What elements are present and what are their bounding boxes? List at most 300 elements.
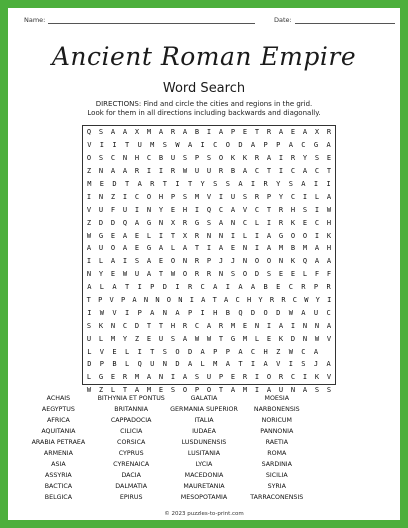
grid-letter[interactable]: T: [187, 180, 193, 188]
grid-letter[interactable]: E: [134, 231, 140, 240]
grid-letter[interactable]: N: [110, 321, 116, 330]
grid-letter[interactable]: E: [290, 270, 296, 279]
grid-letter[interactable]: N: [98, 167, 104, 176]
grid-letter[interactable]: O: [266, 257, 272, 266]
grid-letter[interactable]: A: [187, 141, 193, 150]
grid-letter[interactable]: W: [288, 308, 293, 317]
grid-letter[interactable]: D: [238, 141, 243, 150]
grid-letter[interactable]: A: [266, 244, 272, 253]
grid-letter[interactable]: N: [86, 270, 92, 279]
grid-letter[interactable]: P: [194, 386, 200, 395]
grid-letter[interactable]: W: [86, 386, 92, 395]
grid-letter[interactable]: T: [218, 334, 224, 343]
grid-letter[interactable]: R: [182, 218, 188, 227]
grid-letter[interactable]: P: [218, 373, 224, 382]
grid-letter[interactable]: S: [314, 154, 320, 163]
grid-letter[interactable]: E: [112, 347, 117, 356]
grid-letter[interactable]: U: [98, 244, 104, 253]
grid-letter[interactable]: U: [206, 373, 212, 382]
grid-letter[interactable]: N: [162, 308, 167, 317]
grid-letter[interactable]: A: [225, 360, 230, 369]
grid-letter[interactable]: U: [230, 192, 236, 201]
grid-letter[interactable]: M: [302, 244, 308, 253]
grid-letter[interactable]: F: [110, 205, 116, 214]
grid-letter[interactable]: W: [326, 205, 332, 214]
grid-letter[interactable]: N: [182, 257, 188, 266]
grid-letter[interactable]: I: [175, 180, 180, 188]
grid-letter[interactable]: E: [146, 334, 152, 343]
grid-letter[interactable]: U: [278, 386, 284, 395]
grid-letter[interactable]: G: [313, 141, 319, 150]
grid-letter[interactable]: S: [225, 180, 230, 188]
grid-letter[interactable]: V: [86, 205, 92, 214]
grid-letter[interactable]: R: [290, 154, 296, 163]
grid-letter[interactable]: A: [146, 257, 152, 266]
grid-letter[interactable]: A: [266, 154, 272, 163]
grid-letter[interactable]: B: [290, 244, 296, 253]
grid-letter[interactable]: Y: [200, 180, 205, 188]
grid-letter[interactable]: A: [301, 180, 306, 188]
grid-letter[interactable]: T: [326, 167, 332, 176]
grid-letter[interactable]: A: [326, 360, 331, 369]
grid-letter[interactable]: V: [326, 334, 332, 343]
grid-letter[interactable]: D: [110, 218, 116, 227]
grid-letter[interactable]: A: [158, 244, 164, 253]
grid-letter[interactable]: P: [194, 154, 200, 163]
grid-letter[interactable]: H: [263, 347, 268, 356]
grid-letter[interactable]: N: [218, 270, 224, 279]
grid-letter[interactable]: I: [327, 296, 332, 305]
grid-letter[interactable]: P: [170, 192, 176, 201]
grid-letter[interactable]: I: [158, 231, 164, 240]
grid-letter[interactable]: M: [146, 386, 152, 395]
grid-letter[interactable]: T: [146, 321, 152, 330]
grid-letter[interactable]: I: [134, 205, 140, 214]
grid-letter[interactable]: N: [302, 334, 308, 343]
grid-letter[interactable]: H: [134, 154, 140, 163]
grid-letter[interactable]: L: [124, 347, 130, 356]
grid-letter[interactable]: B: [225, 308, 230, 317]
grid-letter[interactable]: A: [137, 180, 142, 188]
grid-letter[interactable]: S: [98, 154, 104, 163]
grid-letter[interactable]: A: [326, 192, 332, 201]
grid-letter[interactable]: R: [182, 321, 188, 330]
grid-letter[interactable]: N: [230, 218, 236, 227]
grid-letter[interactable]: R: [122, 373, 128, 382]
grid-letter[interactable]: K: [278, 334, 284, 343]
grid-letter[interactable]: T: [266, 205, 272, 214]
grid-letter[interactable]: I: [175, 283, 180, 292]
grid-letter[interactable]: B: [263, 283, 268, 292]
grid-letter[interactable]: P: [263, 141, 268, 150]
grid-letter[interactable]: I: [206, 128, 212, 137]
grid-letter[interactable]: R: [187, 283, 193, 292]
grid-letter[interactable]: T: [238, 360, 243, 369]
grid-letter[interactable]: C: [110, 154, 116, 163]
grid-letter[interactable]: O: [182, 270, 188, 279]
grid-letter[interactable]: I: [112, 141, 117, 150]
grid-letter[interactable]: M: [146, 128, 152, 137]
grid-letter[interactable]: V: [242, 205, 248, 214]
grid-letter[interactable]: A: [206, 321, 212, 330]
grid-letter[interactable]: A: [250, 283, 256, 292]
grid-letter[interactable]: N: [178, 296, 183, 305]
grid-letter[interactable]: L: [110, 386, 116, 395]
grid-letter[interactable]: U: [86, 334, 92, 343]
grid-letter[interactable]: A: [110, 257, 116, 266]
grid-letter[interactable]: C: [326, 308, 331, 317]
grid-letter[interactable]: A: [230, 386, 236, 395]
grid-letter[interactable]: E: [99, 180, 104, 188]
grid-letter[interactable]: T: [162, 180, 167, 188]
grid-letter[interactable]: S: [194, 373, 200, 382]
grid-letter[interactable]: D: [290, 334, 296, 343]
grid-letter[interactable]: A: [182, 334, 188, 343]
grid-letter[interactable]: T: [158, 321, 164, 330]
grid-letter[interactable]: A: [182, 373, 188, 382]
grid-letter[interactable]: K: [314, 373, 320, 382]
grid-letter[interactable]: A: [110, 128, 116, 137]
grid-letter[interactable]: O: [86, 154, 92, 163]
grid-letter[interactable]: I: [302, 192, 308, 201]
grid-letter[interactable]: V: [99, 347, 104, 356]
grid-letter[interactable]: I: [230, 231, 236, 240]
grid-letter[interactable]: Q: [137, 360, 142, 369]
grid-letter[interactable]: I: [146, 167, 152, 176]
grid-letter[interactable]: L: [124, 360, 130, 369]
grid-letter[interactable]: I: [288, 360, 293, 369]
grid-letter[interactable]: I: [194, 205, 200, 214]
grid-letter[interactable]: V: [326, 373, 332, 382]
grid-letter[interactable]: I: [99, 141, 104, 150]
grid-letter[interactable]: N: [146, 205, 152, 214]
grid-letter[interactable]: I: [254, 386, 260, 395]
grid-letter[interactable]: I: [218, 192, 224, 201]
grid-letter[interactable]: M: [110, 334, 116, 343]
grid-letter[interactable]: Z: [110, 192, 116, 201]
grid-letter[interactable]: C: [235, 296, 240, 305]
grid-letter[interactable]: L: [146, 231, 152, 240]
grid-letter[interactable]: O: [218, 154, 224, 163]
grid-letter[interactable]: U: [134, 270, 140, 279]
grid-letter[interactable]: Z: [276, 347, 281, 356]
grid-letter[interactable]: R: [242, 373, 248, 382]
grid-letter[interactable]: G: [278, 231, 284, 240]
grid-letter[interactable]: C: [314, 218, 320, 227]
grid-letter[interactable]: W: [175, 141, 180, 150]
grid-letter[interactable]: C: [314, 167, 320, 176]
grid-letter[interactable]: N: [314, 321, 320, 330]
grid-letter[interactable]: S: [314, 386, 320, 395]
grid-letter[interactable]: T: [150, 347, 155, 356]
grid-letter[interactable]: O: [110, 244, 116, 253]
grid-letter[interactable]: O: [206, 386, 212, 395]
grid-letter[interactable]: O: [302, 231, 308, 240]
grid-letter[interactable]: M: [87, 180, 92, 188]
grid-letter[interactable]: I: [86, 257, 92, 266]
grid-letter[interactable]: A: [301, 308, 306, 317]
grid-letter[interactable]: Q: [206, 205, 212, 214]
grid-letter[interactable]: C: [200, 283, 205, 292]
grid-letter[interactable]: D: [112, 180, 117, 188]
grid-letter[interactable]: I: [200, 308, 205, 317]
grid-letter[interactable]: I: [122, 257, 128, 266]
grid-letter[interactable]: N: [206, 231, 212, 240]
grid-letter[interactable]: E: [110, 231, 116, 240]
grid-letter[interactable]: Z: [134, 334, 140, 343]
grid-letter[interactable]: A: [250, 141, 256, 150]
grid-letter[interactable]: U: [206, 167, 212, 176]
grid-letter[interactable]: D: [87, 360, 92, 369]
grid-letter[interactable]: X: [134, 128, 140, 137]
grid-letter[interactable]: D: [276, 308, 281, 317]
grid-letter[interactable]: A: [313, 347, 319, 356]
grid-letter[interactable]: R: [170, 128, 176, 137]
grid-letter[interactable]: I: [158, 167, 164, 176]
grid-letter[interactable]: H: [326, 218, 332, 227]
grid-letter[interactable]: E: [278, 270, 284, 279]
grid-letter[interactable]: A: [326, 257, 332, 266]
grid-letter[interactable]: S: [170, 334, 176, 343]
grid-letter[interactable]: W: [194, 334, 200, 343]
grid-letter[interactable]: I: [266, 218, 272, 227]
grid-letter[interactable]: A: [112, 283, 117, 292]
grid-letter[interactable]: S: [242, 192, 248, 201]
grid-letter[interactable]: T: [170, 231, 176, 240]
grid-letter[interactable]: R: [326, 128, 332, 137]
grid-letter[interactable]: A: [187, 360, 193, 369]
grid-letter[interactable]: L: [98, 257, 104, 266]
grid-letter[interactable]: S: [98, 128, 104, 137]
grid-letter[interactable]: Q: [238, 308, 243, 317]
grid-letter[interactable]: E: [170, 205, 176, 214]
grid-letter[interactable]: S: [326, 386, 332, 395]
grid-letter[interactable]: T: [194, 244, 200, 253]
grid-letter[interactable]: A: [175, 308, 180, 317]
grid-letter[interactable]: D: [134, 321, 140, 330]
grid-letter[interactable]: C: [301, 141, 306, 150]
grid-letter[interactable]: A: [122, 231, 128, 240]
grid-letter[interactable]: K: [326, 231, 332, 240]
grid-letter[interactable]: H: [158, 192, 164, 201]
grid-letter[interactable]: S: [213, 180, 218, 188]
grid-letter[interactable]: R: [254, 192, 260, 201]
grid-letter[interactable]: Y: [122, 334, 128, 343]
grid-letter[interactable]: L: [254, 334, 260, 343]
grid-letter[interactable]: Z: [86, 167, 92, 176]
grid-letter[interactable]: O: [290, 231, 296, 240]
grid-letter[interactable]: O: [170, 257, 176, 266]
grid-letter[interactable]: P: [213, 347, 218, 356]
grid-letter[interactable]: P: [99, 360, 104, 369]
grid-letter[interactable]: I: [313, 180, 319, 188]
grid-letter[interactable]: A: [218, 128, 224, 137]
grid-letter[interactable]: O: [263, 308, 268, 317]
grid-letter[interactable]: B: [194, 128, 200, 137]
grid-letter[interactable]: L: [99, 283, 104, 292]
grid-letter[interactable]: A: [242, 167, 248, 176]
grid-letter[interactable]: T: [86, 296, 91, 305]
grid-letter[interactable]: I: [250, 360, 256, 369]
grid-letter[interactable]: A: [122, 167, 128, 176]
grid-letter[interactable]: U: [98, 205, 104, 214]
grid-letter[interactable]: R: [278, 373, 284, 382]
grid-letter[interactable]: A: [238, 283, 243, 292]
grid-letter[interactable]: A: [266, 231, 272, 240]
grid-letter[interactable]: V: [87, 141, 92, 150]
grid-letter[interactable]: W: [288, 347, 293, 356]
grid-letter[interactable]: S: [182, 192, 188, 201]
grid-letter[interactable]: I: [302, 373, 308, 382]
grid-letter[interactable]: M: [213, 360, 218, 369]
grid-letter[interactable]: Z: [98, 386, 104, 395]
grid-letter[interactable]: R: [278, 218, 284, 227]
grid-letter[interactable]: I: [278, 167, 284, 176]
grid-letter[interactable]: A: [314, 244, 320, 253]
grid-letter[interactable]: R: [326, 283, 331, 292]
grid-letter[interactable]: C: [254, 205, 260, 214]
grid-letter[interactable]: A: [134, 386, 140, 395]
grid-letter[interactable]: R: [301, 283, 306, 292]
grid-letter[interactable]: H: [290, 205, 296, 214]
grid-letter[interactable]: I: [87, 308, 92, 317]
grid-letter[interactable]: H: [246, 296, 252, 305]
grid-letter[interactable]: E: [110, 373, 116, 382]
grid-letter[interactable]: E: [266, 334, 272, 343]
grid-letter[interactable]: P: [150, 283, 155, 292]
grid-letter[interactable]: E: [242, 128, 248, 137]
grid-letter[interactable]: L: [314, 192, 320, 201]
grid-letter[interactable]: I: [137, 347, 142, 356]
grid-letter[interactable]: G: [194, 218, 200, 227]
grid-letter[interactable]: A: [230, 205, 236, 214]
grid-letter[interactable]: N: [242, 257, 248, 266]
grid-letter[interactable]: B: [230, 167, 236, 176]
grid-letter[interactable]: S: [162, 347, 167, 356]
grid-letter[interactable]: A: [182, 128, 188, 137]
grid-letter[interactable]: U: [150, 360, 155, 369]
grid-letter[interactable]: U: [158, 334, 164, 343]
grid-letter[interactable]: S: [230, 270, 236, 279]
grid-letter[interactable]: E: [276, 283, 281, 292]
grid-letter[interactable]: T: [212, 296, 217, 305]
grid-letter[interactable]: F: [326, 270, 332, 279]
grid-letter[interactable]: N: [158, 218, 164, 227]
grid-letter[interactable]: A: [278, 321, 284, 330]
grid-letter[interactable]: N: [122, 154, 128, 163]
grid-letter[interactable]: A: [238, 180, 243, 188]
grid-letter[interactable]: R: [281, 296, 286, 305]
grid-letter[interactable]: Z: [86, 218, 92, 227]
grid-letter[interactable]: A: [200, 347, 205, 356]
grid-letter[interactable]: Y: [158, 205, 164, 214]
grid-letter[interactable]: S: [162, 141, 167, 150]
grid-letter[interactable]: P: [120, 296, 126, 305]
grid-letter[interactable]: I: [254, 373, 260, 382]
grid-letter[interactable]: E: [326, 154, 332, 163]
grid-letter[interactable]: P: [313, 283, 319, 292]
grid-letter[interactable]: L: [170, 244, 176, 253]
grid-letter[interactable]: O: [175, 347, 180, 356]
grid-letter[interactable]: R: [218, 167, 224, 176]
grid-letter[interactable]: G: [146, 244, 152, 253]
grid-letter[interactable]: G: [146, 218, 152, 227]
grid-letter[interactable]: W: [206, 334, 212, 343]
grid-letter[interactable]: M: [134, 373, 140, 382]
grid-letter[interactable]: T: [124, 283, 130, 292]
grid-letter[interactable]: I: [254, 244, 260, 253]
grid-letter[interactable]: A: [326, 321, 332, 330]
grid-letter[interactable]: N: [98, 192, 104, 201]
grid-letter[interactable]: A: [302, 167, 308, 176]
grid-letter[interactable]: K: [290, 257, 296, 266]
grid-letter[interactable]: R: [194, 257, 200, 266]
grid-letter[interactable]: A: [326, 141, 331, 150]
grid-letter[interactable]: S: [301, 360, 306, 369]
grid-letter[interactable]: C: [218, 205, 224, 214]
grid-letter[interactable]: I: [250, 180, 256, 188]
grid-letter[interactable]: R: [194, 270, 200, 279]
grid-letter[interactable]: A: [150, 308, 155, 317]
grid-letter[interactable]: E: [158, 257, 164, 266]
grid-letter[interactable]: O: [242, 270, 248, 279]
grid-letter[interactable]: C: [292, 296, 297, 305]
grid-letter[interactable]: S: [170, 386, 176, 395]
grid-letter[interactable]: Y: [278, 192, 284, 201]
grid-letter[interactable]: V: [276, 360, 281, 369]
grid-letter[interactable]: A: [86, 244, 92, 253]
grid-letter[interactable]: L: [200, 360, 205, 369]
grid-letter[interactable]: U: [313, 308, 319, 317]
grid-letter[interactable]: D: [250, 308, 256, 317]
grid-letter[interactable]: O: [254, 257, 260, 266]
grid-letter[interactable]: P: [137, 308, 142, 317]
grid-letter[interactable]: C: [254, 167, 260, 176]
grid-letter[interactable]: X: [314, 128, 320, 137]
grid-letter[interactable]: R: [134, 167, 140, 176]
grid-letter[interactable]: N: [254, 321, 260, 330]
grid-letter[interactable]: H: [182, 205, 188, 214]
grid-letter[interactable]: V: [112, 308, 117, 317]
date-field[interactable]: [274, 16, 395, 24]
grid-letter[interactable]: X: [182, 231, 188, 240]
grid-letter[interactable]: E: [290, 128, 296, 137]
grid-letter[interactable]: S: [206, 154, 212, 163]
grid-letter[interactable]: W: [304, 296, 309, 305]
grid-letter[interactable]: D: [98, 218, 104, 227]
grid-letter[interactable]: U: [122, 205, 128, 214]
grid-letter[interactable]: J: [218, 257, 224, 266]
grid-letter[interactable]: P: [187, 308, 193, 317]
grid-letter[interactable]: C: [250, 347, 256, 356]
grid-letter[interactable]: C: [213, 141, 218, 150]
grid-letter[interactable]: A: [158, 128, 164, 137]
grid-letter[interactable]: R: [218, 321, 224, 330]
grid-letter[interactable]: I: [266, 321, 272, 330]
grid-letter[interactable]: H: [213, 308, 218, 317]
grid-letter[interactable]: L: [302, 270, 308, 279]
grid-letter[interactable]: T: [158, 270, 164, 279]
grid-letter[interactable]: S: [86, 321, 92, 330]
grid-letter[interactable]: T: [122, 386, 128, 395]
grid-letter[interactable]: A: [122, 244, 128, 253]
grid-letter[interactable]: Q: [86, 128, 92, 137]
grid-letter[interactable]: R: [254, 154, 260, 163]
grid-letter[interactable]: W: [170, 270, 176, 279]
grid-letter[interactable]: M: [242, 386, 248, 395]
grid-letter[interactable]: L: [242, 231, 248, 240]
grid-letter[interactable]: W: [86, 231, 92, 240]
